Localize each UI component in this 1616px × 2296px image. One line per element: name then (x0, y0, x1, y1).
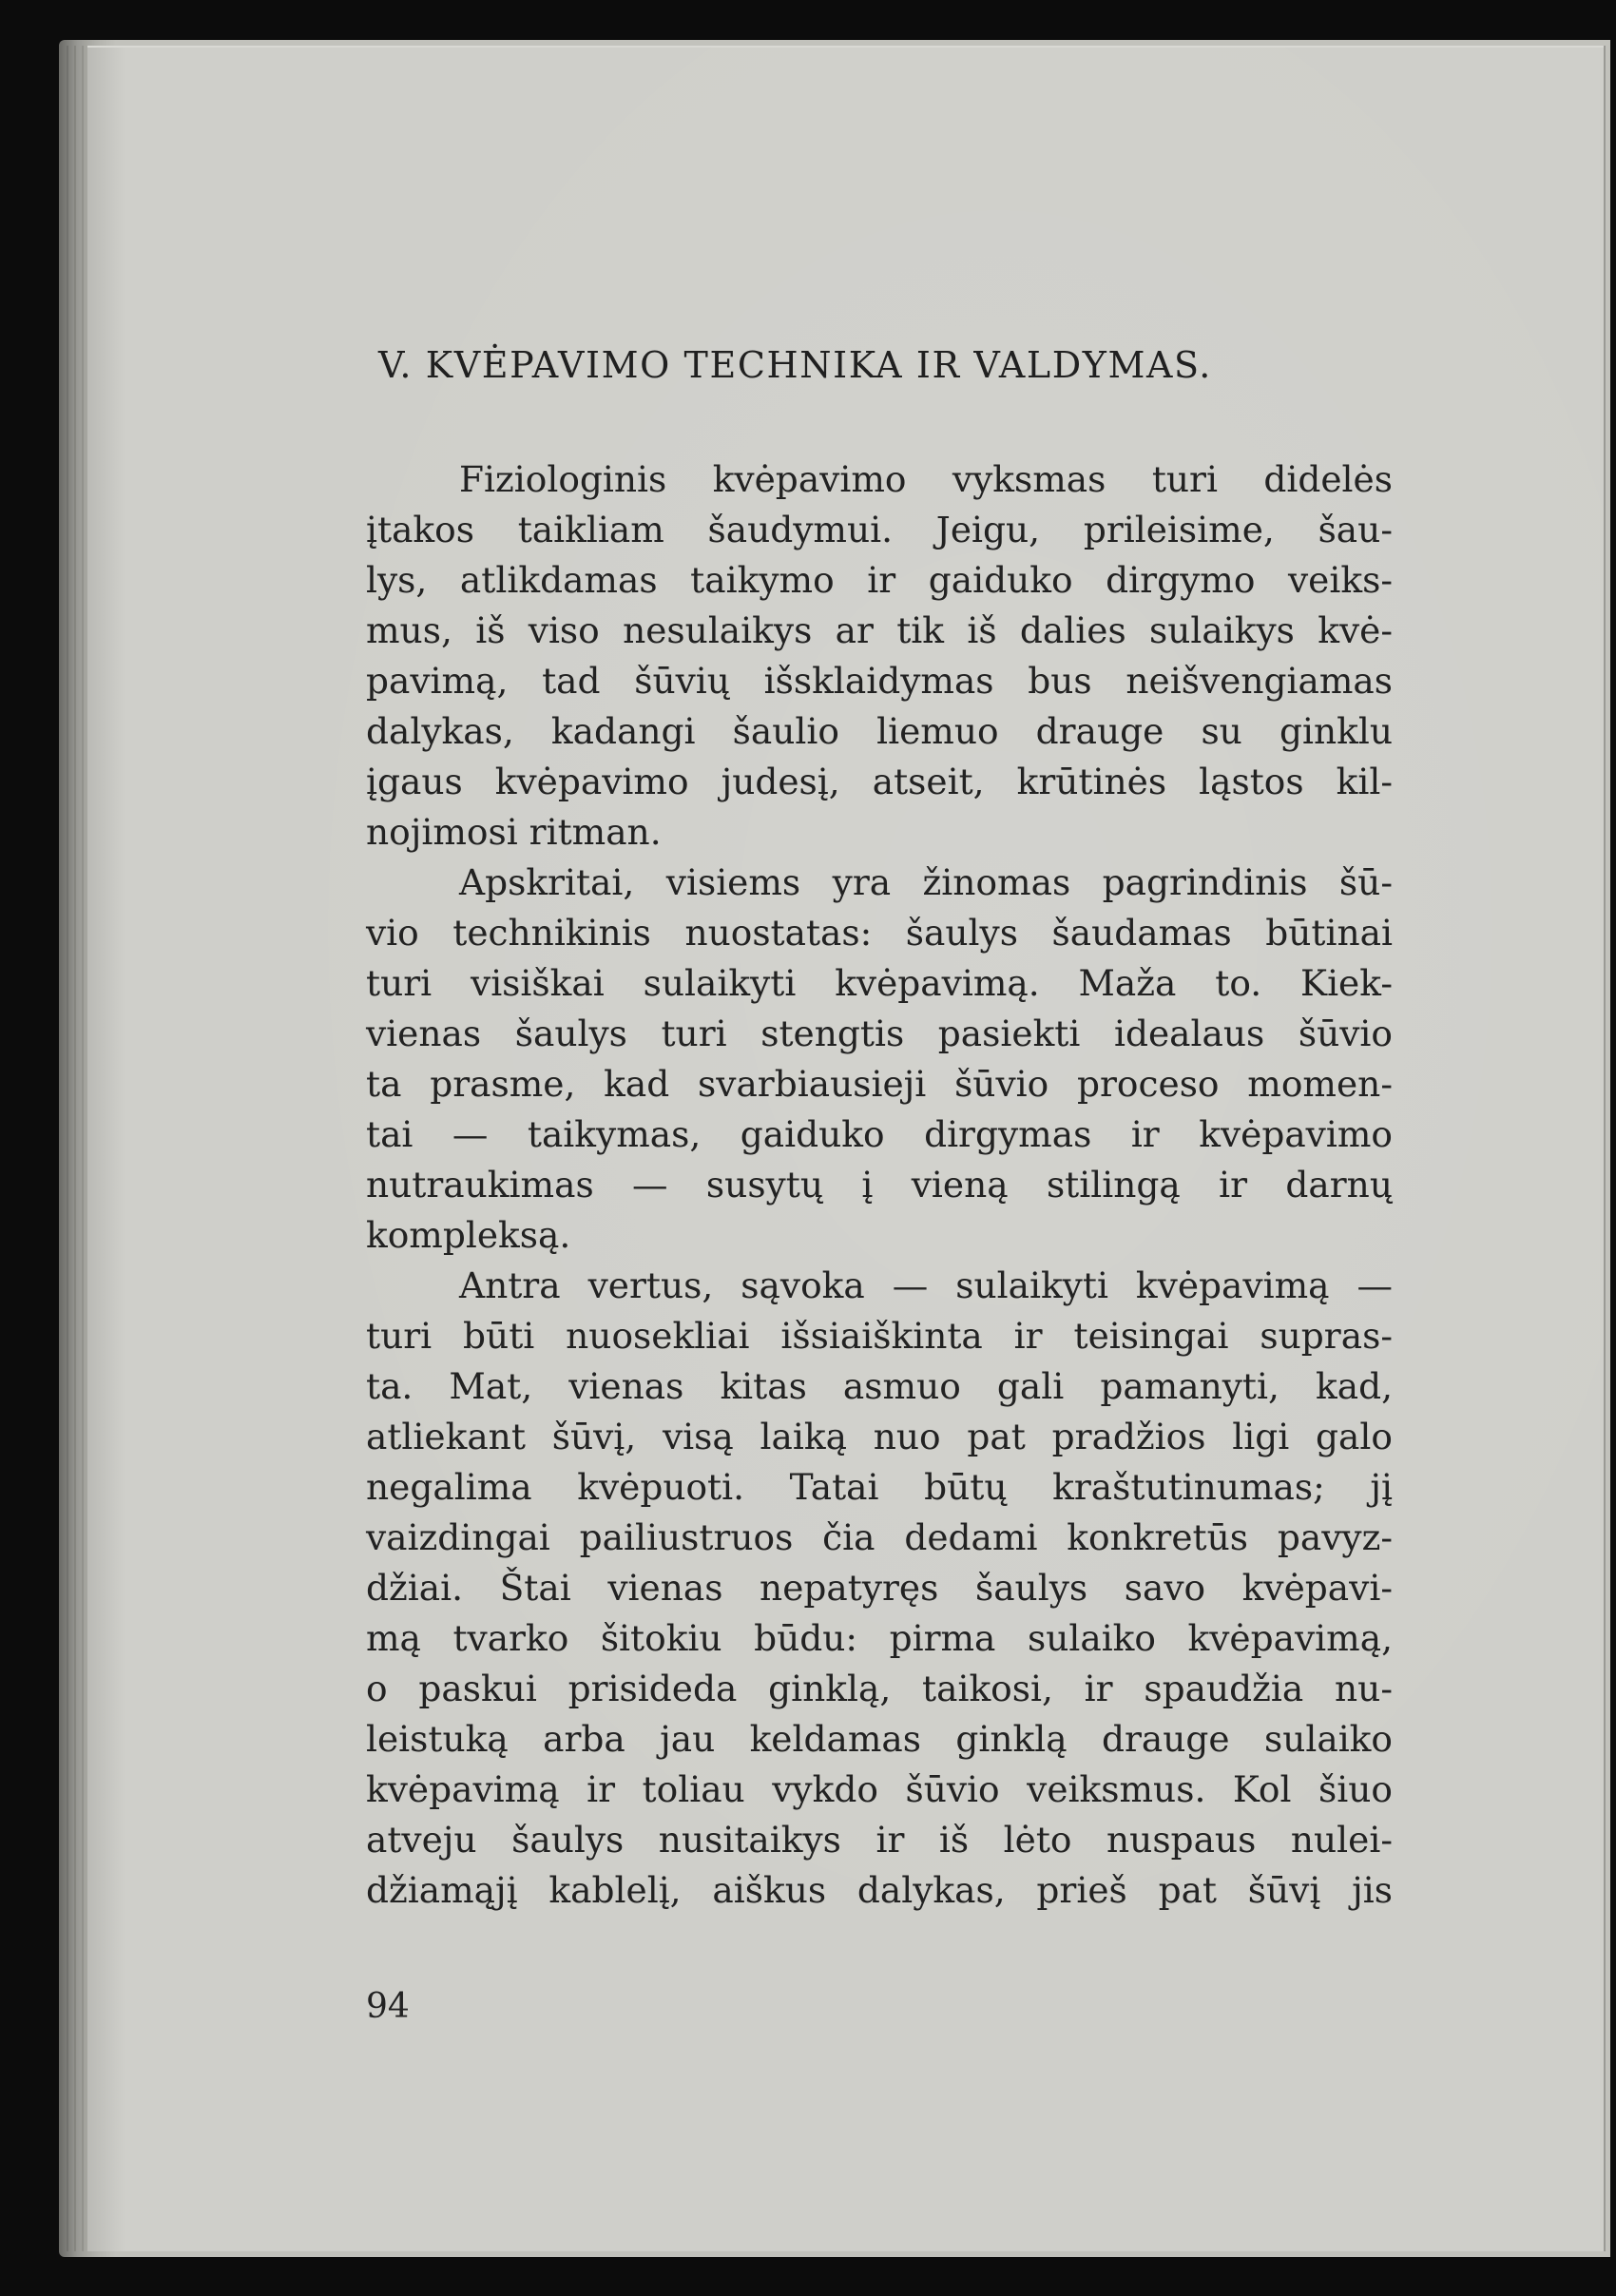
text-line: džiamąjį kablelį, aiškus dalykas, prieš pat šūvį jis (366, 1869, 1393, 1911)
text-line: vaizdingai pailiustruos čia dedami konkretūs pavyz- (366, 1516, 1393, 1558)
text-line: dalykas, kadangi šaulio liemuo drauge su ginklu (366, 710, 1393, 752)
text-line: nutraukimas — susytų į vieną stilingą ir darnų (366, 1164, 1393, 1206)
text-line: mą tvarko šitokiu būdu: pirma sulaiko kvėpavimą, (366, 1617, 1393, 1659)
text-line: turi visiškai sulaikyti kvėpavimą. Maža to. Kiek- (366, 962, 1393, 1004)
chapter-heading: V. KVĖPAVIMO TECHNIKA IR VALDYMAS. (378, 344, 1212, 386)
page-stack-line (74, 46, 76, 2251)
text-line: kvėpavimą ir toliau vykdo šūvio veiksmus. Kol šiuo (366, 1768, 1393, 1810)
text-line: vio technikinis nuostatas: šaulys šaudamas būtinai (366, 912, 1393, 954)
text-line: pavimą, tad šūvių išsklaidymas bus neišvengiamas (366, 660, 1393, 702)
text-line: kompleksą. (366, 1214, 571, 1256)
page-stack-line (67, 46, 68, 2251)
text-line: atveju šaulys nusitaikys ir iš lėto nuspaus nulei- (366, 1819, 1393, 1861)
text-line: džiai. Štai vienas nepatyręs šaulys savo kvėpavi- (366, 1567, 1393, 1609)
text-line: Fiziologinis kvėpavimo vyksmas turi didelės (459, 458, 1393, 500)
text-line: ta. Mat, vienas kitas asmuo gali pamanyti, kad, (366, 1365, 1393, 1407)
text-line: nojimosi ritman. (366, 811, 662, 853)
text-line: įgaus kvėpavimo judesį, atseit, krūtinės ląstos kil- (366, 761, 1393, 802)
text-line: atliekant šūvį, visą laiką nuo pat pradžios ligi galo (366, 1416, 1393, 1457)
page-stack-line (82, 46, 84, 2251)
text-line: ta prasme, kad svarbiausieji šūvio proceso momen- (366, 1063, 1393, 1105)
text-line: mus, iš viso nesulaikys ar tik iš dalies sulaikys kvė- (366, 609, 1393, 651)
text-line: turi būti nuosekliai išsiaiškinta ir teisingai supras- (366, 1315, 1393, 1357)
text-line: vienas šaulys turi stengtis pasiekti idealaus šūvio (366, 1013, 1393, 1054)
text-line: Antra vertus, sąvoka — sulaikyti kvėpavimą — (459, 1264, 1393, 1306)
text-line: lys, atlikdamas taikymo ir gaiduko dirgymo veiks- (366, 559, 1393, 601)
text-line: tai — taikymas, gaiduko dirgymas ir kvėpavimo (366, 1113, 1393, 1155)
text-line: Apskritai, visiems yra žinomas pagrindinis šū- (459, 861, 1393, 903)
text-line: negalima kvėpuoti. Tatai būtų kraštutinumas; jį (366, 1466, 1393, 1508)
body-text (366, 454, 1393, 1916)
text-line: leistuką arba jau keldamas ginklą drauge sulaiko (366, 1718, 1393, 1760)
text-line: įtakos taikliam šaudymui. Jeigu, prileisime, šau- (366, 509, 1393, 550)
page-number: 94 (366, 1987, 410, 2026)
text-line: o paskui prisideda ginklą, taikosi, ir spaudžia nu- (366, 1668, 1393, 1709)
